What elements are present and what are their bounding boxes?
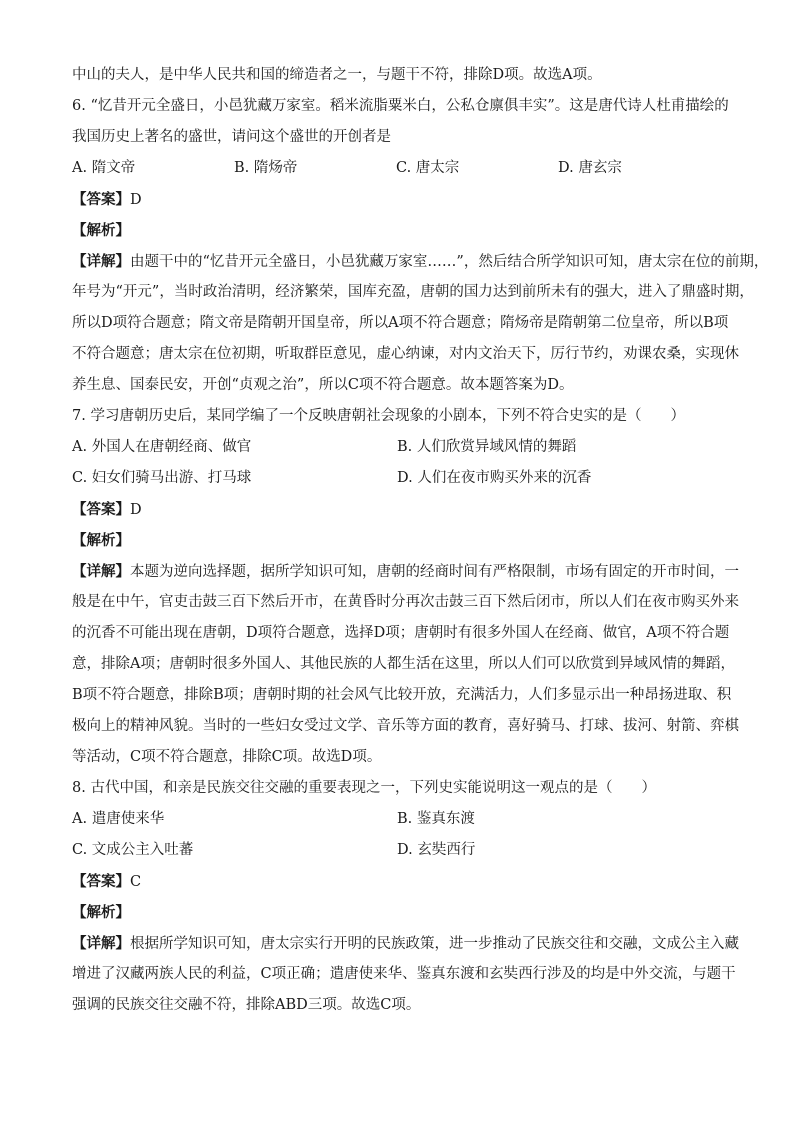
document-page xyxy=(72,60,769,1021)
question-7-stem: 7. 学习唐朝历史后，某同学编了一个反映唐朝社会现象的小剧本，下列不符合史实的是（ ） xyxy=(72,408,685,424)
detail-line: 不符合题意；唐太宗在位初期，听取群臣意见，虚心纳谏，对内文治天下，厉行节约，劝课农桑，实现休 xyxy=(72,346,739,362)
detail-line: 等活动，C项不符合题意，排除C项。故选D项。 xyxy=(72,749,382,765)
question-8-answer xyxy=(72,866,722,897)
detail-line: 增进了汉藏两族人民的利益，C项正确；遣唐使来华、鉴真东渡和玄奘西行涉及的均是中外交流，与题干 xyxy=(72,966,736,982)
question-8-options-row-1 xyxy=(72,804,722,835)
question-7-detail xyxy=(72,556,739,773)
question-7 xyxy=(72,401,739,773)
option-d: D. 玄奘西行 xyxy=(397,842,476,858)
detail-line: 年号为“开元”，当时政治清明，经济繁荣，国库充盈，唐朝的国力达到前所未有的强大，进入了鼎盛时期， xyxy=(72,284,754,300)
answer-tag: 【答案】 xyxy=(72,191,130,208)
answer-tag: 【答案】 xyxy=(72,501,130,518)
question-6-stem-line-1: 6. “忆昔开元全盛日，小邑犹藏万家室。稻米流脂粟米白，公私仓廪俱丰实”。这是唐代诗人杜甫描绘的 xyxy=(72,98,729,114)
question-7-analysis-tag: 【解析】 xyxy=(72,532,130,549)
previous-answer-tail: 中山的夫人，是中华人民共和国的缔造者之一，与题干不符，排除D项。故选A项。 xyxy=(72,67,602,83)
option-b: B. 隋炀帝 xyxy=(234,160,298,176)
question-6-answer xyxy=(72,184,722,215)
question-8-options-row-2 xyxy=(72,835,722,866)
option-a: A. 隋文帝 xyxy=(72,160,136,176)
question-6 xyxy=(72,91,769,401)
answer-value: D xyxy=(130,192,142,208)
question-7-options-row-1 xyxy=(72,432,722,463)
question-7-options-row-2 xyxy=(72,463,722,494)
option-c: C. 唐太宗 xyxy=(396,160,460,176)
answer-value: D xyxy=(130,502,142,518)
option-a: A. 外国人在唐朝经商、做官 xyxy=(72,439,252,455)
option-b: B. 人们欣赏异域风情的舞蹈 xyxy=(397,439,577,455)
option-d: D. 人们在夜市购买外来的沉香 xyxy=(397,470,592,486)
question-6-options xyxy=(72,153,722,184)
detail-tag: 【详解】 xyxy=(72,935,130,952)
question-8-stem: 8. 古代中国，和亲是民族交往交融的重要表现之一，下列史实能说明这一观点的是（ ） xyxy=(72,780,656,796)
detail-line: 意，排除A项；唐朝时很多外国人、其他民族的人都生活在这里，所以人们可以欣赏到异域风情的舞蹈， xyxy=(72,656,735,672)
detail-line: 所以D项符合题意；隋文帝是隋朝开国皇帝，所以A项不符合题意；隋炀帝是隋朝第二位皇帝，所以B项 xyxy=(72,315,729,331)
detail-line: 般是在中午，官吏击鼓三百下然后开市，在黄昏时分再次击鼓三百下然后闭市，所以人们在夜市购买外来 xyxy=(72,594,739,610)
answer-value: C xyxy=(130,874,142,890)
detail-tag: 【详解】 xyxy=(72,253,130,270)
option-d: D. 唐玄宗 xyxy=(558,160,622,176)
question-6-detail xyxy=(72,246,769,401)
option-c: C. 文成公主入吐蕃 xyxy=(72,842,194,858)
detail-line: 的沉香不可能出现在唐朝，D项符合题意，选择D项；唐朝时有很多外国人在经商、做官，A项不符合题 xyxy=(72,625,730,641)
detail-line: 强调的民族交往交融不符，排除ABD三项。故选C项。 xyxy=(72,997,421,1013)
detail-line: B项不符合题意，排除B项；唐朝时期的社会风气比较开放，充满活力，人们多显示出一种昂扬进取、积 xyxy=(72,687,732,703)
detail-line: 养生息、国泰民安，开创“贞观之治”，所以C项不符合题意。故本题答案为D。 xyxy=(72,377,574,393)
detail-line: 极向上的精神风貌。当时的一些妇女受过文学、音乐等方面的教育，喜好骑马、打球、拔河、射箭、弈棋 xyxy=(72,718,739,734)
question-8 xyxy=(72,773,739,1021)
question-6-stem-line-2: 我国历史上著名的盛世，请问这个盛世的开创者是 xyxy=(72,129,391,145)
detail-line: 根据所学知识可知，唐太宗实行开明的民族政策，进一步推动了民族交往和交融，文成公主入藏 xyxy=(130,936,739,952)
option-b: B. 鉴真东渡 xyxy=(397,811,475,827)
option-a: A. 遣唐使来华 xyxy=(72,811,165,827)
option-c: C. 妇女们骑马出游、打马球 xyxy=(72,470,252,486)
detail-line: 由题干中的“忆昔开元全盛日，小邑犹藏万家室……”，然后结合所学知识可知，唐太宗在位的前期， xyxy=(130,254,769,270)
question-7-answer xyxy=(72,494,722,525)
question-8-analysis-tag: 【解析】 xyxy=(72,904,130,921)
detail-line: 本题为逆向选择题，据所学知识可知，唐朝的经商时间有严格限制，市场有固定的开市时间，一 xyxy=(130,564,739,580)
answer-tag: 【答案】 xyxy=(72,873,130,890)
detail-tag: 【详解】 xyxy=(72,563,130,580)
question-8-detail xyxy=(72,928,739,1021)
question-6-analysis-tag: 【解析】 xyxy=(72,222,130,239)
